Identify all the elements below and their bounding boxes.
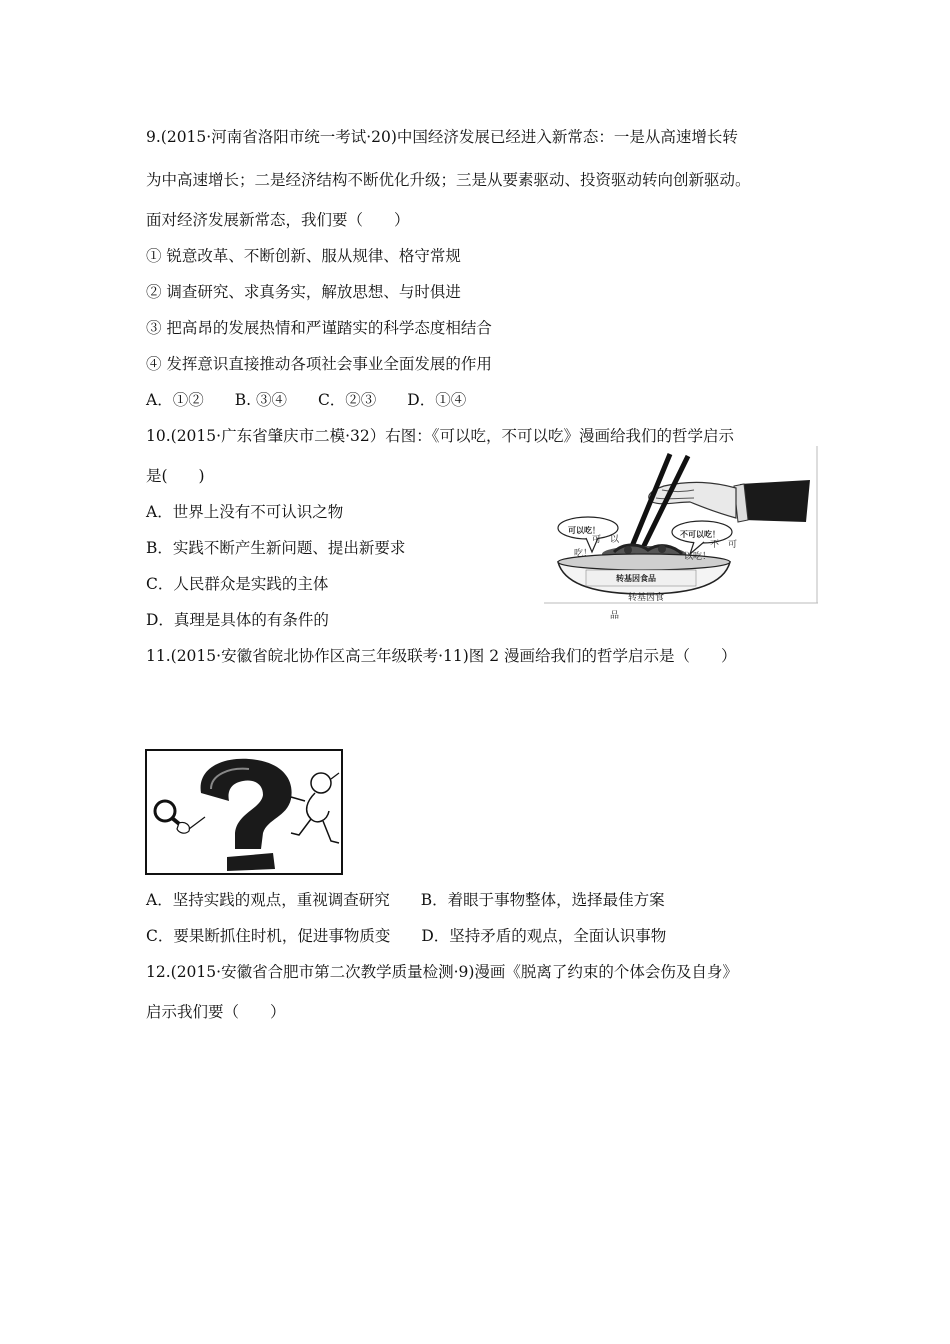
q12-stem-line2: 启示我们要（ ） [146,1003,286,1021]
q12-stem-line1: 12.(2015·安徽省合肥市第二次教学质量检测·9)漫画《脱离了约束的个体会伤及自身》 [146,963,738,981]
q9-option-2: ② 调查研究、求真务实，解放思想、与时俱进 [146,283,461,301]
caption-right-1: 不 可 [710,540,738,550]
q10-stem-line1: 10.(2015·广东省肇庆市二模·32）右图：《可以吃，不可以吃》漫画给我们的哲学启示 [146,427,734,445]
q9-choices: A．①② B. ③④ C．②③ D．①④ [146,391,467,409]
q9-option-3: ③ 把高昂的发展热情和严谨踏实的科学态度相结合 [146,319,492,337]
caption-right-2: 以吃！ [684,552,712,562]
caption-bowl-1: 转基因食 [628,593,665,603]
bubble-left-text: 可以吃！ [568,525,600,535]
q9-option-4: ④ 发挥意识直接推动各项社会事业全面发展的作用 [146,355,492,373]
bubble-right-text: 不可以吃！ [680,529,720,539]
q11-choices-cd: C．要果断抓住时机，促进事物质变 D．坚持矛盾的观点，全面认识事物 [146,927,667,945]
question-mark-cartoon [145,749,343,875]
q10-choice-d: D．真理是具体的有条件的 [146,611,329,629]
q11-stem: 11.(2015·安徽省皖北协作区高三年级联考·11)图 2 漫画给我们的哲学启示是（ ） [146,647,737,665]
q9-option-1: ① 锐意改革、不断创新、服从规律、格守常规 [146,247,461,265]
q10-choice-a: A．世界上没有不可认识之物 [146,503,344,521]
question-mark-drawing [145,749,343,875]
caption-bowl-2: 品 [610,611,620,621]
q9-stem-line1: 9.(2015·河南省洛阳市统一考试·20)中国经济发展已经进入新常态：一是从高速增长转 [146,128,738,146]
caption-left-2: 吃！ [574,549,593,559]
caption-left-1: 可 以 [592,535,620,545]
q11-choices-ab: A．坚持实践的观点，重视调查研究 B．着眼于事物整体，选择最佳方案 [146,891,665,909]
q10-choice-c: C．人民群众是实践的主体 [146,575,329,593]
q10-choice-b: B．实践不断产生新问题、提出新要求 [146,539,406,557]
bowl-label-text: 转基因食品 [616,573,656,583]
q10-stem-line2: 是( ) [146,467,205,485]
q9-stem-line2: 为中高速增长；二是经济结构不断优化升级；三是从要素驱动、投资驱动转向创新驱动。 [146,171,751,189]
q9-stem-line3: 面对经济发展新常态，我们要（ ） [146,211,410,229]
gmo-food-cartoon [544,446,818,621]
